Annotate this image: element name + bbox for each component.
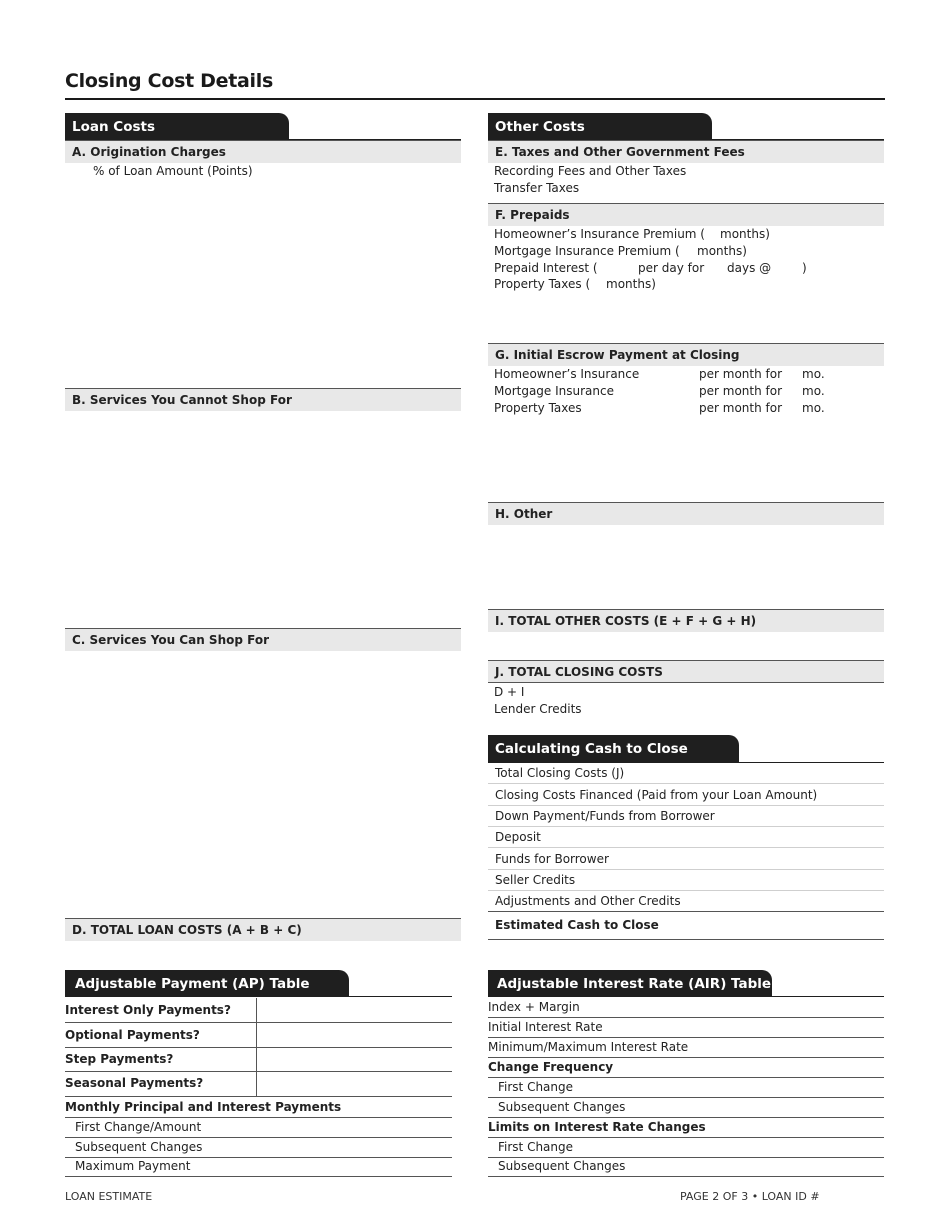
transfer-taxes-label: Transfer Taxes (494, 181, 580, 195)
estimated-cash-to-close: Estimated Cash to Close (488, 913, 884, 940)
cash-row-down-payment: Down Payment/Funds from Borrower (488, 806, 884, 827)
air-index-margin: Index + Margin (488, 998, 884, 1018)
lender-credits-label: Lender Credits (494, 702, 582, 716)
ap-seasonal-payments: Seasonal Payments? (65, 1072, 452, 1097)
air-change-frequency: Change Frequency (488, 1058, 884, 1078)
other-header: H. Other (488, 502, 884, 525)
ap-optional-payments: Optional Payments? (65, 1023, 452, 1048)
prepaids-header: F. Prepaids (488, 203, 884, 226)
escrow-homeowners-label: Homeowner’s Insurance (494, 367, 640, 381)
recording-fees-label: Recording Fees and Other Taxes (494, 164, 687, 178)
total-closing-costs-header: J. TOTAL CLOSING COSTS (488, 660, 884, 683)
ap-interest-only: Interest Only Payments? (65, 998, 452, 1023)
services-cannot-shop-header: B. Services You Cannot Shop For (65, 388, 461, 411)
prepaid-days: days @ (727, 261, 772, 275)
title-divider (65, 98, 885, 100)
footer-page-info: PAGE 2 OF 3 • LOAN ID # (680, 1190, 820, 1203)
taxes-fees-header: E. Taxes and Other Government Fees (488, 140, 884, 163)
cash-row-seller-credits: Seller Credits (488, 870, 884, 891)
mortgage-premium-months: months) (697, 244, 747, 258)
ap-step-payments: Step Payments? (65, 1048, 452, 1072)
property-taxes-months: months) (606, 277, 656, 291)
air-table-rule (488, 996, 884, 997)
escrow-mortgage-per: per month for (699, 384, 783, 398)
air-table-tab: Adjustable Interest Rate (AIR) Table (488, 970, 772, 997)
air-limits-first: First Change (488, 1138, 884, 1158)
ap-table-rule (65, 996, 452, 997)
cash-row-funds-borrower: Funds for Borrower (488, 849, 884, 870)
ap-table-tab: Adjustable Payment (AP) Table (65, 970, 349, 997)
air-limits-header: Limits on Interest Rate Changes (488, 1118, 884, 1138)
air-initial-rate: Initial Interest Rate (488, 1018, 884, 1038)
escrow-mortgage-mo: mo. (802, 384, 825, 398)
cash-row-total-closing: Total Closing Costs (J) (488, 763, 884, 784)
air-min-max-rate: Minimum/Maximum Interest Rate (488, 1038, 884, 1058)
origination-charges-header: A. Origination Charges (65, 140, 461, 163)
other-costs-tab: Other Costs (488, 113, 712, 140)
initial-escrow-header: G. Initial Escrow Payment at Closing (488, 343, 884, 366)
ap-first-change: First Change/Amount (65, 1118, 452, 1138)
escrow-property-label: Property Taxes (494, 401, 582, 415)
prepaid-per-day: per day for (638, 261, 705, 275)
homeowners-premium-label: Homeowner’s Insurance Premium ( (494, 227, 705, 241)
cash-row-adjustments: Adjustments and Other Credits (488, 891, 884, 912)
ap-subsequent-changes: Subsequent Changes (65, 1138, 452, 1158)
air-change-subsequent: Subsequent Changes (488, 1098, 884, 1118)
cash-row-deposit: Deposit (488, 827, 884, 848)
services-can-shop-header: C. Services You Can Shop For (65, 628, 461, 651)
page-title: Closing Cost Details (65, 70, 273, 92)
ap-monthly-header: Monthly Principal and Interest Payments (65, 1098, 452, 1118)
loan-costs-tab: Loan Costs (65, 113, 289, 140)
property-taxes-prepaid-label: Property Taxes ( (494, 277, 591, 291)
d-plus-i-label: D + I (494, 685, 525, 699)
ap-maximum-payment: Maximum Payment (65, 1157, 452, 1177)
air-change-first: First Change (488, 1078, 884, 1098)
prepaid-close-paren: ) (802, 261, 807, 275)
points-label: % of Loan Amount (Points) (93, 164, 253, 178)
escrow-homeowners-per: per month for (699, 367, 783, 381)
mortgage-premium-label: Mortgage Insurance Premium ( (494, 244, 680, 258)
escrow-mortgage-label: Mortgage Insurance (494, 384, 614, 398)
ap-column-divider (256, 998, 257, 1097)
total-other-costs-header: I. TOTAL OTHER COSTS (E + F + G + H) (488, 609, 884, 632)
footer-loan-estimate: LOAN ESTIMATE (65, 1190, 153, 1203)
cash-to-close-tab: Calculating Cash to Close (488, 735, 739, 762)
air-limits-subsequent: Subsequent Changes (488, 1157, 884, 1177)
escrow-homeowners-mo: mo. (802, 367, 825, 381)
total-loan-costs-header: D. TOTAL LOAN COSTS (A + B + C) (65, 918, 461, 941)
homeowners-premium-months: months) (720, 227, 770, 241)
prepaid-interest-label: Prepaid Interest ( (494, 261, 598, 275)
cash-row-financed: Closing Costs Financed (Paid from your Loan Amount) (488, 785, 884, 806)
escrow-property-per: per month for (699, 401, 783, 415)
escrow-property-mo: mo. (802, 401, 825, 415)
